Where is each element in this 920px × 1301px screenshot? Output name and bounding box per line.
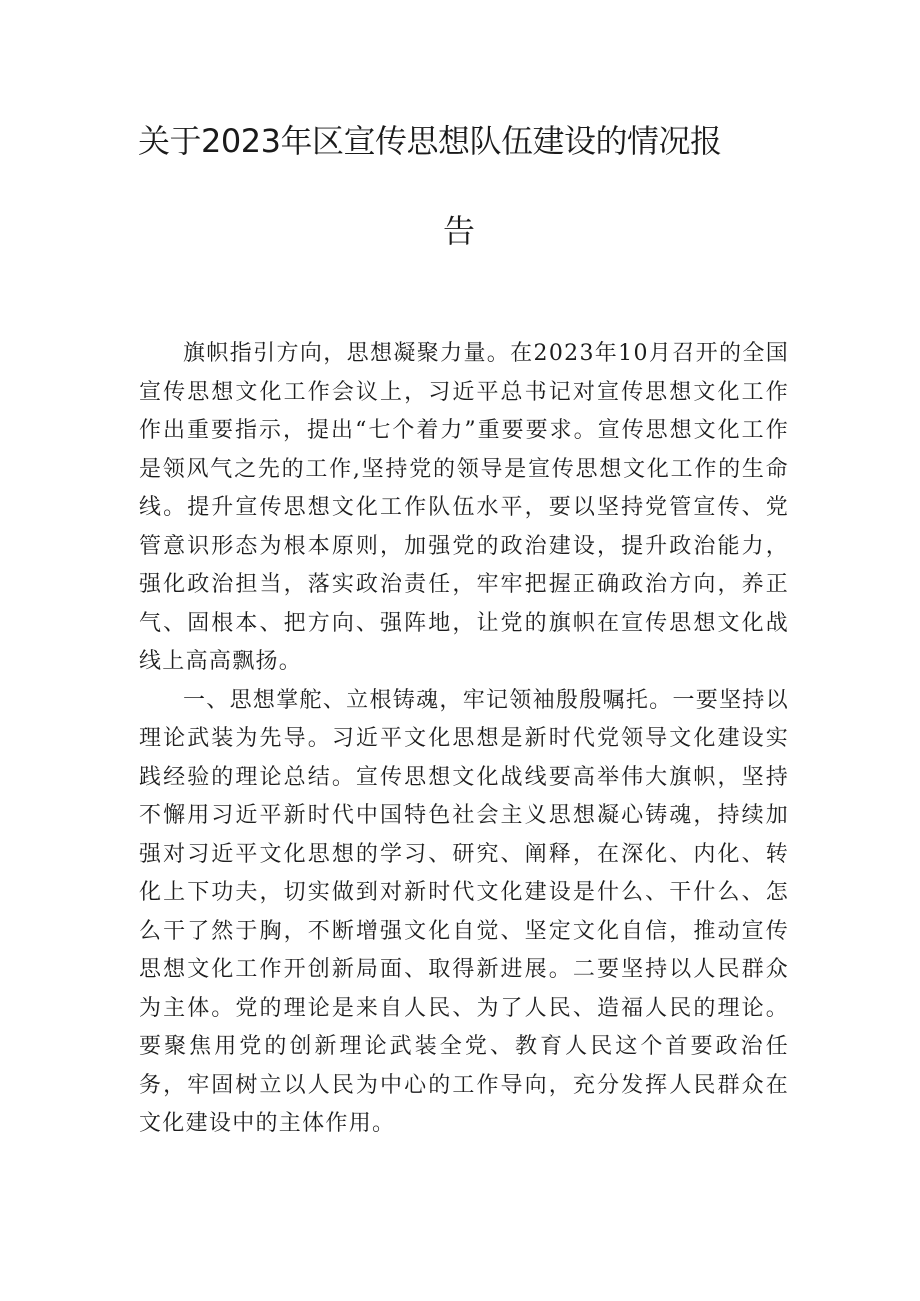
- document-title-line-1: 关于2023年区宣传思想队伍建设的情况报: [138, 122, 722, 160]
- document-title-line-2: 告: [443, 212, 475, 250]
- paragraph-intro: 旗帜指引方向，思想凝聚力量。在2023年10月召开的全国宣传思想文化工作会议上，习近平总书记对宣传思想文化工作作出重要指示，提出“七个着力”重要要求。宣传思想文化工作是领风气之先的工作,坚持党的领导是宣传思想文化工作的生命线。提升宣传思想文化工作队伍水平，要以坚持党管宣传、党管意识形态为根本原则，加强党的政治建设，提升政治能力，强化政治担当，落实政治责任，牢牢把握正确政治方向，养正气、固根本、把方向、强阵地，让党的旗帜在宣传思想文化战线上高高飘扬。: [139, 341, 789, 674]
- document-body: [139, 335, 789, 1144]
- paragraph-section-one: 一、思想掌舵、立根铸魂，牢记领袖殷殷嘱托。一要坚持以理论武装为先导。习近平文化思想是新时代党领导文化建设实践经验的理论总结。宣传思想文化战线要高举伟大旗帜，坚持不懈用习近平新时代中国特色社会主义思想凝心铸魂，持续加强对习近平文化思想的学习、研究、阐释，在深化、内化、转化上下功夫，切实做到对新时代文化建设是什么、干什么、怎么干了然于胸，不断增强文化自觉、坚定文化自信，推动宣传思想文化工作开创新局面、取得新进展。二要坚持以人民群众为主体。党的理论是来自人民、为了人民、造福人民的理论。要聚焦用党的创新理论武装全党、教育人民这个首要政治任务，牢固树立以人民为中心的工作导向，充分发挥人民群众在文化建设中的主体作用。: [139, 687, 789, 1136]
